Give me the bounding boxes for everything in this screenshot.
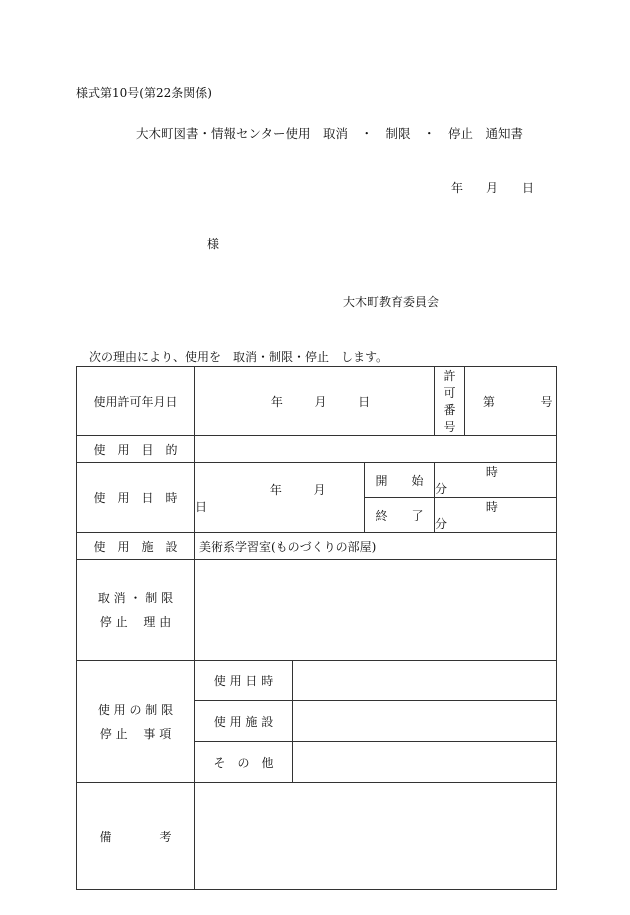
reason-value[interactable] bbox=[195, 560, 557, 661]
restriction-label-line1: 使 用 の 制 限 bbox=[97, 702, 174, 717]
usage-date-cell[interactable] bbox=[195, 463, 365, 533]
start-minute: 分 bbox=[435, 482, 448, 496]
permit-go: 号 bbox=[540, 394, 553, 409]
reason-label-line2: 停 止 理 由 bbox=[99, 615, 172, 629]
form-number: 様式第10号(第22条関係) bbox=[76, 86, 212, 100]
permit-date-cell[interactable] bbox=[195, 367, 435, 436]
issuer-name: 大木町教育委員会 bbox=[343, 295, 440, 309]
end-label: 終 了 bbox=[365, 498, 435, 533]
sub-other-value[interactable] bbox=[293, 742, 557, 783]
restriction-label-line2: 停 止 事 項 bbox=[99, 726, 172, 741]
sub-other-label: そ の 他 bbox=[195, 742, 293, 783]
restriction-label bbox=[77, 661, 195, 783]
reason-label-line1: 取 消 ・ 制 限 bbox=[97, 591, 174, 605]
permit-dai: 第 bbox=[482, 394, 495, 409]
document-title: 大木町図書・情報センター使用 取消 ・ 制限 ・ 停止 通知書 bbox=[136, 126, 524, 141]
date-day: 日 bbox=[522, 181, 535, 195]
facility-value[interactable]: 美術系学習室(ものづくりの部屋) bbox=[195, 533, 557, 560]
date-year: 年 bbox=[451, 181, 464, 195]
remarks-label: 備 考 bbox=[77, 783, 195, 890]
purpose-value[interactable] bbox=[195, 436, 557, 463]
notice-table bbox=[76, 366, 557, 890]
permit-number-cell[interactable] bbox=[465, 367, 557, 436]
sub-datetime-label: 使 用 日 時 bbox=[195, 661, 293, 701]
purpose-label: 使 用 目 的 bbox=[77, 436, 195, 463]
addressee-suffix: 様 bbox=[207, 237, 220, 251]
facility-label: 使 用 施 設 bbox=[77, 533, 195, 560]
start-time-cell[interactable] bbox=[435, 463, 557, 498]
end-time-cell[interactable] bbox=[435, 498, 557, 533]
end-minute: 分 bbox=[435, 517, 448, 531]
date-month: 月 bbox=[486, 181, 499, 195]
permit-day: 日 bbox=[358, 394, 371, 409]
sub-facility-label: 使 用 施 設 bbox=[195, 701, 293, 742]
sub-facility-value[interactable] bbox=[293, 701, 557, 742]
reason-label bbox=[77, 560, 195, 661]
usage-datetime-label: 使 用 日 時 bbox=[77, 463, 195, 533]
permit-date-label: 使用許可年月日 bbox=[77, 367, 195, 436]
usage-year: 年 bbox=[269, 482, 282, 497]
end-hour: 時 bbox=[485, 500, 498, 514]
permit-number-label: 許 可 番 号 bbox=[435, 367, 465, 436]
permit-month: 月 bbox=[314, 394, 327, 409]
remarks-value[interactable] bbox=[195, 783, 557, 890]
intro-text: 次の理由により、使用を 取消・制限・停止 します。 bbox=[89, 350, 389, 364]
start-label: 開 始 bbox=[365, 463, 435, 498]
start-hour: 時 bbox=[485, 465, 498, 479]
permit-year: 年 bbox=[270, 394, 283, 409]
usage-month: 月 bbox=[313, 482, 326, 497]
usage-day: 日 bbox=[195, 499, 208, 514]
sub-datetime-value[interactable] bbox=[293, 661, 557, 701]
